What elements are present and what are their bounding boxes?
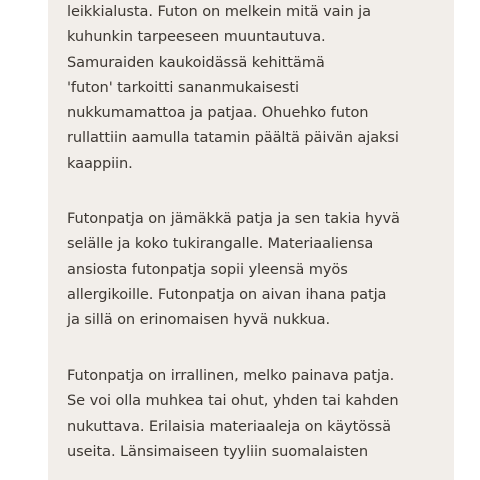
paragraph-line: selälle ja koko tukirangalle. Materiaaliensa xyxy=(67,235,374,253)
paragraph-line: kuhunkin tarpeeseen muuntautuva. xyxy=(67,28,326,46)
paragraph-3 xyxy=(67,363,427,464)
paragraph-line: nukuttava. Erilaisia materiaaleja on käytössä xyxy=(67,417,391,435)
paragraph-line: Se voi olla muhkea tai ohut, yhden tai kahden xyxy=(67,392,399,410)
paragraph-line: Futonpatja on irrallinen, melko painava patja. xyxy=(67,367,395,384)
paragraph-line: ansiosta futonpatja sopii yleensä myös xyxy=(67,260,348,278)
paragraph-line: allergikoille. Futonpatja on aivan ihana patja xyxy=(67,285,387,303)
paragraph-line: ja sillä on erinomaisen hyvä nukkua. xyxy=(67,311,330,329)
paragraph-line: useita. Länsimaiseen tyyliin suomalaisten xyxy=(67,442,368,460)
paragraph-line: Samuraiden kaukoidässä kehittämä xyxy=(67,53,325,71)
paragraph-2 xyxy=(67,206,427,332)
paragraph-line: rullattiin aamulla tatamin päältä päivän ajaksi xyxy=(67,129,399,147)
paragraph-line: nukkumamattoa ja patjaa. Ohuehko futon xyxy=(67,104,369,122)
paragraph-1 xyxy=(67,0,427,176)
paragraph-line: kaappiin. xyxy=(67,154,133,172)
paragraph-line: Futonpatja on jämäkkä patja ja sen takia hyvä xyxy=(67,210,400,227)
paragraph-line: 'futon' tarkoitti sananmukaisesti xyxy=(67,78,299,96)
paragraph-line: leikkialusta. Futon on melkein mitä vain ja xyxy=(67,3,371,20)
